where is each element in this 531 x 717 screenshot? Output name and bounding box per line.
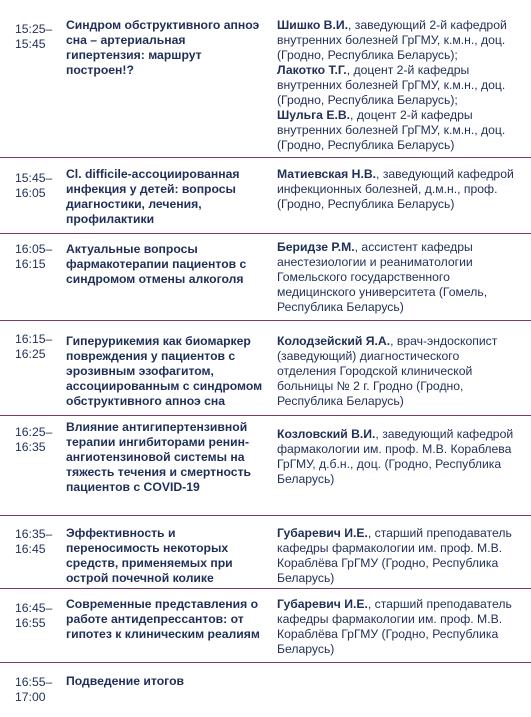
- speaker-name: Губаревич И.Е.: [277, 597, 368, 611]
- session-time: [15, 425, 59, 455]
- session-row: [0, 516, 531, 589]
- session-time: [15, 22, 59, 52]
- session-topic: Эффективность и переносимость некоторых средств, применяемых при острой почечной колике: [66, 526, 233, 585]
- session-topic: Гиперурикемия как биомаркер повреждения у пациентов с эрозивным эзофагитом, ассоциированным с синдромом обструктивного апноэ сна: [66, 334, 263, 408]
- session-time: [15, 171, 59, 201]
- speaker-name: Беридзе Р.М.: [277, 240, 355, 254]
- time-start: 16:15–: [15, 332, 53, 346]
- speaker: [277, 18, 531, 63]
- time-start: 16:05–: [15, 242, 53, 256]
- session-row: [0, 321, 531, 416]
- time-start: 15:25–: [15, 22, 53, 36]
- session-time: [15, 332, 59, 362]
- speaker-name: Колодзейский Я.А.: [277, 334, 391, 348]
- speaker-role: , заведующий кафедрой фармакологии им. проф. М.В. Кораблева ГрГМУ, д.б.н., доц. (Гродно, Республика Беларусь): [277, 427, 514, 486]
- time-start: 16:45–: [15, 601, 53, 615]
- speaker-name: Козловский В.И.: [277, 427, 376, 441]
- session-row: [0, 416, 531, 516]
- session-row: [0, 663, 531, 717]
- speaker-role: , ассистент кафедры анестезиологии и реаниматологии Гомельского государственного медицинского университета (Гомель, Республика Беларусь): [277, 240, 488, 314]
- session-topic: Актуальные вопросы фармакотерапии пациентов с синдромом отмены алкоголя: [66, 242, 247, 286]
- speaker-role: , заведующий 2-й кафедрой внутренних болезней ГрГМУ, к.м.н., доц. (Гродно, Республика Беларусь);: [277, 18, 507, 62]
- speaker-role: , врач-эндоскопист (заведующий) диагностического отделения Городской клинической больницы № 2 г. Гродно (Гродно, Республика Беларусь): [277, 334, 498, 408]
- speaker-role: , заведующий кафедрой инфекционных болезней, д.м.н., проф. (Гродно, Республика Беларусь): [277, 167, 514, 211]
- speaker-role: , доцент 2-й кафедры внутренних болезней ГрГМУ, к.м.н., доц. (Гродно, Республика Беларусь);: [277, 63, 506, 107]
- time-end: 16:15: [15, 257, 46, 271]
- session-row: [0, 234, 531, 321]
- speaker: [277, 427, 527, 487]
- session-speakers: [277, 167, 527, 212]
- time-end: 15:45: [15, 37, 46, 51]
- speaker-name: Шульга Е.В.: [277, 108, 351, 122]
- speaker: [277, 240, 527, 315]
- speaker: [277, 597, 517, 657]
- session-speakers: [277, 18, 531, 153]
- time-start: 15:45–: [15, 171, 53, 185]
- session-row: [0, 589, 531, 663]
- session-speakers: [277, 334, 512, 409]
- time-start: 16:25–: [15, 425, 53, 439]
- session-topic: Cl. difficile-ассоциированная инфекция у детей: вопросы диагностики, лечения, профилактики: [66, 167, 240, 226]
- session-time: [15, 242, 59, 272]
- speaker-name: Губаревич И.Е.: [277, 526, 368, 540]
- speaker: [277, 63, 531, 108]
- session-time: [15, 601, 59, 631]
- speaker: [277, 526, 517, 586]
- speaker: [277, 108, 531, 153]
- time-end: 16:55: [15, 616, 46, 630]
- time-start: 16:55–: [15, 675, 53, 689]
- speaker-name: Шишко В.И.: [277, 18, 349, 32]
- session-row: [0, 158, 531, 234]
- session-row: [0, 0, 531, 158]
- speaker: [277, 334, 512, 409]
- session-time: [15, 675, 59, 705]
- session-time: [15, 527, 59, 557]
- session-topic: Подведение итогов: [66, 674, 185, 688]
- time-end: 16:25: [15, 347, 46, 361]
- speaker-role: , доцент 2-й кафедры внутренних болезней ГрГМУ, к.м.н., доц. (Гродно, Республика Беларусь): [277, 108, 506, 152]
- session-speakers: [277, 427, 527, 487]
- session-topic: Влияние антигипертензивной терапии ингибиторами ренин-ангиотензиновой системы на тяжесть течения и смертность пациентов с COVID-19: [66, 420, 252, 494]
- time-end: 16:45: [15, 542, 46, 556]
- time-end: 16:05: [15, 186, 46, 200]
- session-speakers: [277, 526, 517, 586]
- session-speakers: [277, 240, 527, 315]
- speaker-name: Матиевская Н.В.: [277, 167, 377, 181]
- speaker-role: , старший преподаватель кафедры фармакологии им. проф. М.В. Кораблёва ГрГМУ (Гродно, Республика Беларусь): [277, 526, 512, 585]
- time-end: 16:35: [15, 440, 46, 454]
- session-topic: Синдром обструктивного апноэ сна – артериальная гипертензия: маршрут построен!?: [66, 18, 260, 77]
- time-start: 16:35–: [15, 527, 53, 541]
- speaker-name: Лакотко Т.Г.: [277, 63, 347, 77]
- session-topic: Современные представления о работе антидепрессантов: от гипотез к клиническим реалиям: [66, 597, 260, 641]
- session-speakers: [277, 597, 517, 657]
- speaker: [277, 167, 527, 212]
- speaker-role: , старший преподаватель кафедры фармакологии им. проф. М.В. Кораблёва ГрГМУ (Гродно, Республика Беларусь): [277, 597, 512, 656]
- time-end: 17:00: [15, 690, 46, 704]
